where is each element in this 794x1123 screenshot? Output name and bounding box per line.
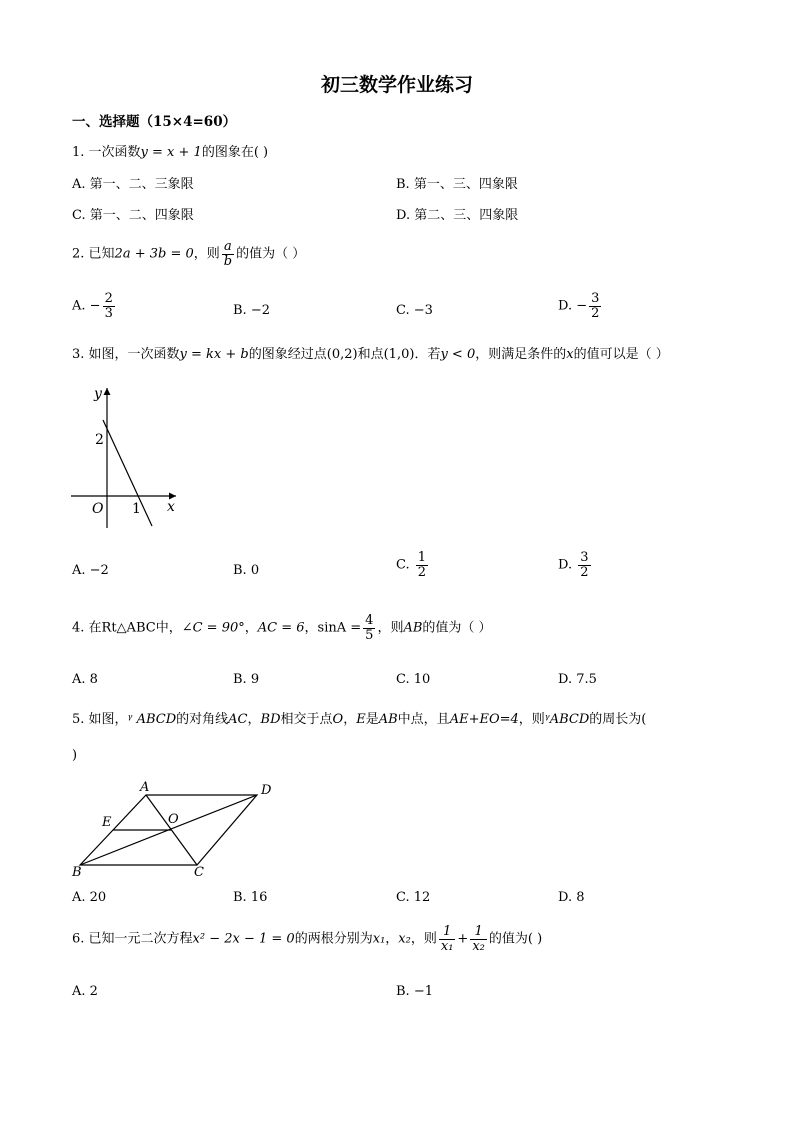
q3-graph [66, 380, 186, 530]
q1-option-c[interactable]: C. 第一、二、四象限 [72, 208, 194, 223]
q6-sep: ， [385, 931, 399, 947]
q2-option-c[interactable]: C. −3 [396, 303, 433, 318]
q3-condition: y < 0 [440, 347, 476, 362]
q5-text-2: ， [247, 712, 261, 727]
q4-option-c[interactable]: C. 10 [396, 672, 431, 687]
question-6 [72, 925, 542, 953]
q3-c-label: C. [396, 557, 410, 573]
q5-bd: BD [260, 712, 281, 727]
section-heading: 一、选择题（15×4=60） [72, 114, 237, 130]
q4-suffix: 的值为（ ） [422, 620, 492, 636]
q6-fraction-2 [470, 925, 487, 953]
q3-option-c[interactable] [396, 551, 430, 579]
q6-f1-den: x₁ [440, 938, 454, 954]
q4-angle: ∠C = 90° [181, 620, 245, 636]
q2-frac-den: b [223, 253, 233, 269]
q6-prefix: 6. 已知一元二次方程 [72, 931, 193, 947]
q6-mid: 的两根分别为 [294, 931, 373, 947]
q1-suffix: 的图象在( ) [201, 145, 269, 160]
q2-mid: ，则 [193, 246, 220, 262]
q3-d-den: 2 [580, 564, 589, 580]
q6-option-b[interactable]: B. −1 [396, 984, 433, 999]
q5-o: O [332, 712, 344, 727]
q2-d-label: D. [558, 298, 573, 314]
q1-prefix: 1. 一次函数 [72, 145, 141, 160]
q3-option-d[interactable] [558, 551, 593, 579]
q5-option-b[interactable]: B. 16 [233, 890, 268, 905]
q2-d-den: 2 [591, 305, 600, 321]
q2-a-sign: − [89, 298, 101, 314]
q4-mid1: 中， [155, 620, 182, 636]
q5-text-7: ，则 [518, 712, 545, 727]
q4-sep1: ， [244, 620, 258, 636]
q4-prefix: 4. 在 [72, 620, 102, 636]
q3-suffix: 的值可以是（ ） [573, 347, 669, 362]
q3-point1: (0,2) [326, 347, 358, 362]
q3-prefix: 3. 如图，一次函数 [72, 347, 180, 362]
label-c: C [194, 865, 204, 880]
q5-figure [66, 778, 286, 880]
q5-text-4: ， [343, 712, 357, 727]
q5-text-3: 相交于点 [280, 712, 333, 727]
q5-option-a[interactable]: A. 20 [72, 890, 107, 905]
q5-e: E [356, 712, 366, 727]
question-4 [72, 614, 492, 642]
q4-frac-num: 4 [365, 613, 374, 628]
question-2 [72, 240, 305, 268]
q3-point2: (1,0) [383, 347, 415, 362]
q4-option-d[interactable]: D. 7.5 [558, 672, 597, 687]
q2-a-label: A. [72, 298, 86, 314]
question-5 [72, 708, 646, 727]
q3-mid4: ，则满足条件的 [475, 347, 567, 362]
q4-fraction [363, 614, 375, 642]
q1-option-a[interactable]: A. 第一、二、三象限 [72, 177, 194, 192]
q2-frac-num: a [222, 240, 234, 255]
q5-option-c[interactable]: C. 12 [396, 890, 431, 905]
q1-option-d[interactable]: D. 第二、三、四象限 [396, 208, 519, 223]
q4-option-a[interactable]: A. 8 [72, 672, 98, 687]
q2-d-fraction [589, 292, 601, 320]
q4-sin: sinA = [317, 620, 362, 636]
q3-d-fraction [578, 551, 590, 579]
q2-a-den: 3 [104, 305, 113, 321]
q4-mid2: ，则 [377, 620, 404, 636]
q2-a-fraction [103, 292, 115, 320]
question-1 [72, 141, 268, 160]
q3-mid1: 的图象经过点 [248, 347, 327, 362]
q3-d-num: 3 [580, 550, 589, 565]
q3-option-b[interactable]: B. 0 [233, 563, 260, 578]
q3-c-den: 2 [417, 564, 427, 580]
q3-option-a[interactable]: A. −2 [72, 563, 109, 578]
q4-sep2: ， [304, 620, 318, 636]
x-axis-label: x [167, 499, 175, 515]
label-e: E [102, 815, 112, 830]
q5-ab: AB [378, 712, 398, 727]
q3-c-num: 1 [417, 550, 427, 565]
q6-suffix: 的值为( ) [488, 931, 543, 947]
q5-condition: AE+EO=4 [449, 712, 519, 727]
q6-f2-den: x₂ [472, 938, 485, 954]
q2-option-a[interactable] [72, 292, 117, 320]
q2-option-b[interactable]: B. −2 [233, 303, 270, 318]
q4-ac: AC = 6 [257, 620, 305, 636]
label-d: D [261, 783, 272, 798]
q6-fraction-1 [439, 925, 456, 953]
q1-expression: y = x + 1 [140, 145, 202, 160]
q3-expression: y = kx + b [179, 347, 249, 362]
q5-parallelogram-1: ᵞ ABCD [127, 712, 177, 727]
q3-variable: x [566, 347, 574, 362]
q6-f2-num: 1 [470, 925, 487, 940]
q2-suffix: 的值为（ ） [236, 246, 306, 262]
q4-triangle: Rt△ABC [101, 620, 156, 636]
x-tick-label: 1 [132, 501, 141, 517]
q4-ab: AB [403, 620, 423, 636]
function-line [103, 420, 152, 526]
y-axis-label: y [94, 386, 102, 402]
q4-option-b[interactable]: B. 9 [233, 672, 260, 687]
q5-text-1: 的对角线 [176, 712, 229, 727]
label-b: B [72, 865, 82, 880]
q2-fraction [222, 240, 234, 268]
q2-a-num: 2 [104, 291, 113, 306]
q6-equation: x² − 2x − 1 = 0 [192, 931, 295, 947]
y-tick-label: 2 [95, 432, 104, 448]
origin-label: O [92, 501, 104, 517]
q2-option-d[interactable] [558, 292, 603, 320]
q5-line-2: ) [72, 748, 78, 763]
label-a: A [140, 780, 150, 795]
q3-mid2: 和点 [357, 347, 384, 362]
q6-plus: + [457, 931, 469, 947]
q6-x1: x₁ [372, 931, 386, 947]
q3-mid3: ．若 [414, 347, 441, 362]
q3-c-fraction [416, 551, 428, 579]
q5-prefix: 5. 如图， [72, 712, 128, 727]
page-title: 初三数学作业练习 [320, 74, 473, 96]
q6-option-a[interactable]: A. 2 [72, 984, 98, 999]
question-3 [72, 343, 669, 362]
q5-parallelogram-2: ᵞABCD [544, 712, 590, 727]
q6-mid2: ，则 [410, 931, 437, 947]
q2-d-sign: − [576, 298, 588, 314]
q1-option-b[interactable]: B. 第一、三、四象限 [396, 177, 518, 192]
q6-x2: x₂ [398, 931, 411, 947]
q5-text-5: 是 [365, 712, 379, 727]
q5-text-8: 的周长为( [589, 712, 647, 727]
label-o: O [168, 812, 179, 827]
q2-d-num: 3 [591, 291, 600, 306]
q5-text-6: 中点，且 [397, 712, 450, 727]
q3-d-label: D. [558, 557, 573, 573]
q5-option-d[interactable]: D. 8 [558, 890, 585, 905]
q5-ac: AC [228, 712, 248, 727]
q2-expression: 2a + 3b = 0 [114, 246, 194, 262]
q6-f1-num: 1 [439, 925, 456, 940]
q2-prefix: 2. 已知 [72, 246, 115, 262]
q4-frac-den: 5 [365, 627, 374, 643]
